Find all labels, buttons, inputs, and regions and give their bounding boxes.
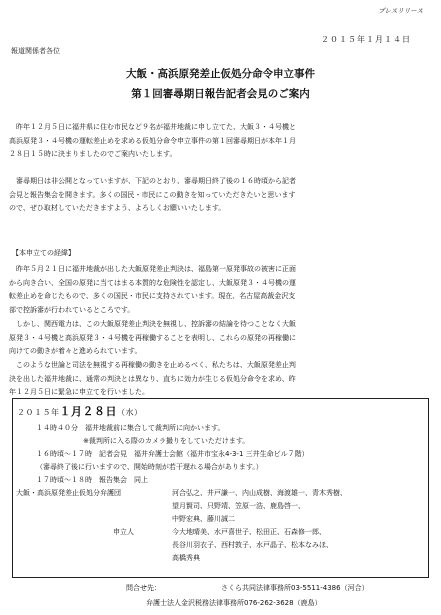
title-line-2: 第１回審尋期日報告記者会見のご案内 xyxy=(131,88,310,100)
background-heading: 【本申立ての経緯】 xyxy=(12,249,75,257)
petitioners-names: 長谷川羽衣子、西村敦子、水戸晶子、松本なみほ、 xyxy=(172,541,333,549)
intro-line: 高浜原発３・４号機の運転差止めを求める仮処分命令申立事件の第１回審尋期日が本年１月 xyxy=(9,136,296,145)
background1-line: 昨年５月２１日に福井地裁が出した大飯原発差止判決は、福島第一原発事故の被害に正面 xyxy=(9,265,296,273)
intro-line: 昨年１２月５日に福井県に住む市民など９名が福井地裁に申し立てた、大飯３・４号機と xyxy=(9,123,296,131)
background2-line: 向けての動きが着々と進められています。 xyxy=(9,347,142,355)
lawyers-names: 望月賢司、只野靖、笠原一浩、鹿島啓一、 xyxy=(172,502,305,510)
intro-paragraph-2 xyxy=(9,175,433,216)
schedule-report-meeting: １７時頃～１８時 報告集会 同上 xyxy=(36,476,148,484)
press-release-label: プレスリリース xyxy=(378,7,423,15)
intro2-line: ので、ぜひ取材していただきますよう、よろしくお願いいたします。 xyxy=(9,204,226,212)
lawyers-names: 河合弘之、井戸謙一、内山成樹、海渡雄一、青木秀樹、 xyxy=(172,489,347,497)
petitioners-names: 今大地晴美、水戸喜世子、松田正、石森修一郎、 xyxy=(172,528,326,536)
event-date xyxy=(17,403,143,419)
event-date-weekday: （水） xyxy=(117,408,143,417)
event-date-day: １月２８日 xyxy=(59,405,117,418)
lawyers-label: 大飯・高浜原発差止仮処分弁護団 xyxy=(16,489,121,497)
contact-line: 弁護士法人金沢税務法律事務所076-262-3628（鹿島） xyxy=(146,599,322,607)
background1-line: 転差止めを命じたもので、多くの国民・市民に支持されています。現在、名古屋高裁金沢支 xyxy=(9,292,296,300)
background-paragraph-3 xyxy=(9,359,433,400)
release-date: ２０１５年１月１４日 xyxy=(321,35,411,44)
event-date-prefix: ２０１５年 xyxy=(17,408,60,417)
schedule-press-conference: １６時頃～１７時 記者会見 福井弁護士会館（福井市宝永4-3-1 三井生命ビル７階） xyxy=(36,450,309,458)
background3-line: 年１２月５日に緊急に申立てを行いました。 xyxy=(9,388,149,396)
title-line-1: 大飯・高浜原発差止仮処分命令申立事件 xyxy=(126,68,315,80)
contact-line: さくら共同法律事務所03-5511-4386（河合） xyxy=(221,584,369,592)
intro-paragraph xyxy=(9,121,433,162)
contact-label: 問合せ先： xyxy=(126,584,161,592)
background1-line: 部で控訴審が行われているところです。 xyxy=(9,305,135,314)
intro-line: ２８日１５時に決まりましたのでご案内いたします。 xyxy=(9,150,177,158)
petitioners-names: 高橋秀典 xyxy=(172,554,200,562)
lawyers-names: 中野宏典、藤川誠二 xyxy=(172,515,235,523)
background-paragraph-1 xyxy=(9,263,433,317)
background2-line: しかし、関西電力は、この大飯原発差止判決を無視し、控訴審の結論を待つことなく大飯 xyxy=(9,320,296,328)
background1-line: から向き合い、全国の原発に当てはまる本質的な危険性を認定し、大飯原発３・４号機の運 xyxy=(9,278,296,287)
background3-line: このような世論と司法を無視する再稼働の動きを止めるべく、私たちは、大飯原発差止判 xyxy=(9,361,296,369)
schedule-camera-note: ※裁判所に入る際のカメラ撮りをしていただけます。 xyxy=(83,437,250,445)
background2-line: 原発３・４号機と高浜原発３・４号機を再稼働することを表明し、これらの原発の再稼働に xyxy=(9,333,296,342)
schedule-gathering: １４時４０分 福井地裁前に集合して裁判所に向かいます。 xyxy=(36,424,225,432)
background-paragraph-2 xyxy=(9,318,433,359)
intro2-line: 審尋期日は非公開となっていますが、下記のとおり、審尋期日終了後の１６時頃から記者 xyxy=(9,177,296,185)
petitioners-label: 申立人 xyxy=(113,528,134,536)
event-details-box xyxy=(12,398,429,578)
intro2-line: 会見と報告集会を開きます。多くの国民・市民にこの動きを知っていただきたいと思います xyxy=(9,190,296,199)
background3-line: 決を出した福井地裁に、通常の判決とは異なり、直ちに効力が生じる仮処分命令を求め、昨 xyxy=(9,374,296,383)
schedule-time-note: （審尋終了後に行いますので、開始時刻が若干遅れる場合があります。） xyxy=(36,463,263,471)
addressee: 報道関係者各位 xyxy=(11,47,60,55)
